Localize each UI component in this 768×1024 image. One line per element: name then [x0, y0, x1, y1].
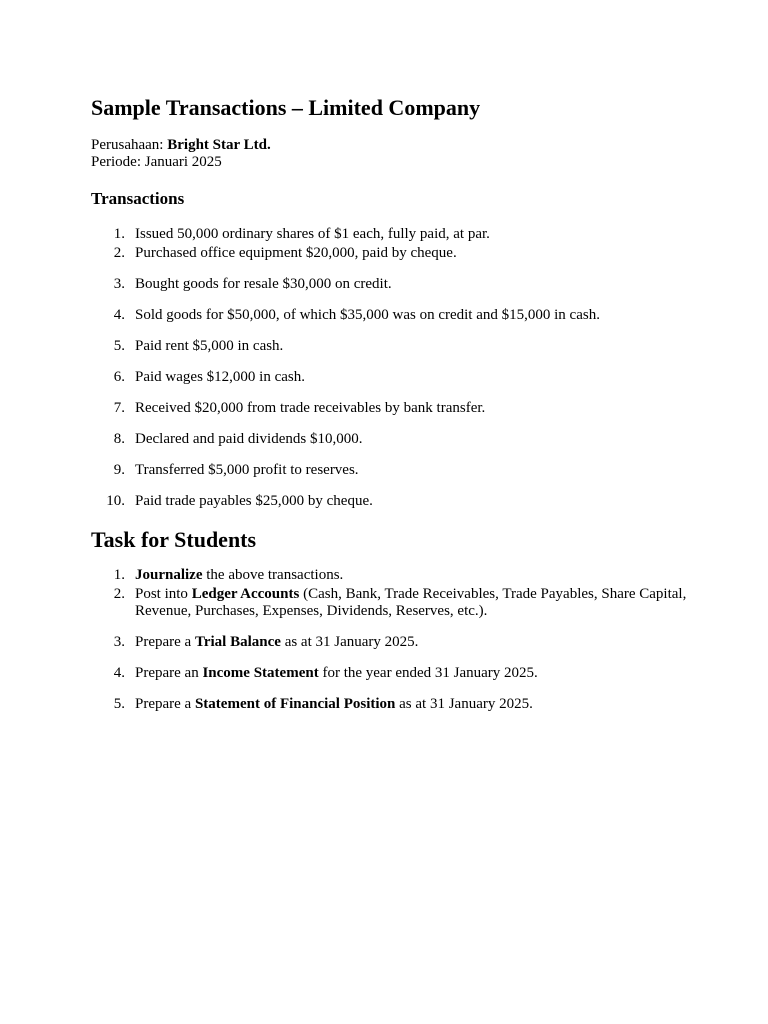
transaction-number: 10. — [106, 492, 125, 509]
task-number: 1. — [113, 567, 125, 583]
transaction-item — [91, 431, 708, 449]
transaction-item — [91, 307, 708, 325]
transactions-heading: Transactions — [91, 189, 185, 208]
company-line — [91, 137, 708, 154]
company-name: Bright Star Ltd. — [167, 137, 271, 153]
task-text-post: as at 31 January 2025. — [280, 634, 419, 650]
transaction-text: Sold goods for $50,000, of which $35,000 was on credit and $15,000 in cash. — [135, 306, 600, 323]
task-item — [91, 634, 708, 652]
transactions-list — [91, 226, 708, 510]
transaction-text: Issued 50,000 ordinary shares of $1 each, fully paid, at par. — [135, 226, 490, 242]
transaction-number: 6. — [113, 368, 125, 385]
task-number: 4. — [113, 665, 125, 681]
transaction-text: Paid wages $12,000 in cash. — [135, 368, 305, 385]
transaction-number: 2. — [113, 244, 125, 261]
transaction-item — [91, 276, 708, 294]
period-line: Periode: Januari 2025 — [91, 154, 222, 170]
transaction-item — [91, 338, 708, 356]
transaction-item — [91, 369, 708, 387]
transaction-text: Received $20,000 from trade receivables by bank transfer. — [135, 399, 486, 416]
transaction-number: 3. — [113, 275, 125, 292]
transaction-number: 9. — [113, 461, 125, 478]
transaction-text: Paid rent $5,000 in cash. — [135, 337, 284, 354]
task-text-post: the above transactions. — [202, 567, 344, 583]
transaction-item — [91, 226, 708, 244]
task-keyword: Income Statement — [202, 665, 319, 681]
task-text-post: as at 31 January 2025. — [395, 696, 533, 712]
transaction-item — [91, 462, 708, 480]
task-number: 2. — [113, 585, 125, 602]
transaction-text: Purchased office equipment $20,000, paid by cheque. — [135, 244, 457, 261]
transaction-item — [91, 493, 708, 511]
transaction-number: 8. — [113, 430, 125, 447]
transaction-number: 1. — [113, 226, 125, 242]
task-item — [91, 665, 708, 683]
transaction-text: Declared and paid dividends $10,000. — [135, 430, 363, 447]
tasks-list — [91, 567, 708, 714]
task-item — [91, 567, 708, 585]
transaction-item — [91, 400, 708, 418]
document-title: Sample Transactions – Limited Company — [91, 95, 481, 120]
task-text-pre: Post into — [135, 585, 192, 602]
transaction-text: Bought goods for resale $30,000 on credit. — [135, 275, 392, 292]
task-text-pre: Prepare a — [135, 634, 195, 650]
task-keyword: Trial Balance — [194, 634, 281, 650]
transaction-text: Transferred $5,000 profit to reserves. — [135, 461, 359, 478]
task-number: 3. — [113, 634, 125, 650]
tasks-heading: Task for Students — [91, 527, 257, 552]
transaction-number: 5. — [113, 337, 125, 354]
document-meta — [91, 137, 708, 171]
transaction-number: 7. — [113, 399, 125, 416]
transaction-text: Paid trade payables $25,000 by cheque. — [135, 492, 373, 509]
task-keyword: Journalize — [135, 567, 203, 583]
task-text-post: for the year ended 31 January 2025. — [318, 665, 538, 681]
task-text-post: (Cash, Bank, Trade Receivables, Trade Payables, Share Capital, Revenue, Purchases, Expenses, Dividends, Reserves, etc.). — [135, 585, 687, 619]
task-keyword: Ledger Accounts — [191, 585, 300, 602]
transaction-number: 4. — [113, 306, 125, 323]
task-text-pre: Prepare a — [135, 696, 195, 712]
task-number: 5. — [113, 696, 125, 712]
company-label: Perusahaan: — [91, 137, 168, 153]
transaction-item — [91, 245, 708, 263]
task-text-pre: Prepare an — [135, 665, 203, 681]
task-keyword: Statement of Financial Position — [194, 696, 396, 712]
task-item — [91, 696, 708, 714]
task-item — [91, 586, 708, 621]
